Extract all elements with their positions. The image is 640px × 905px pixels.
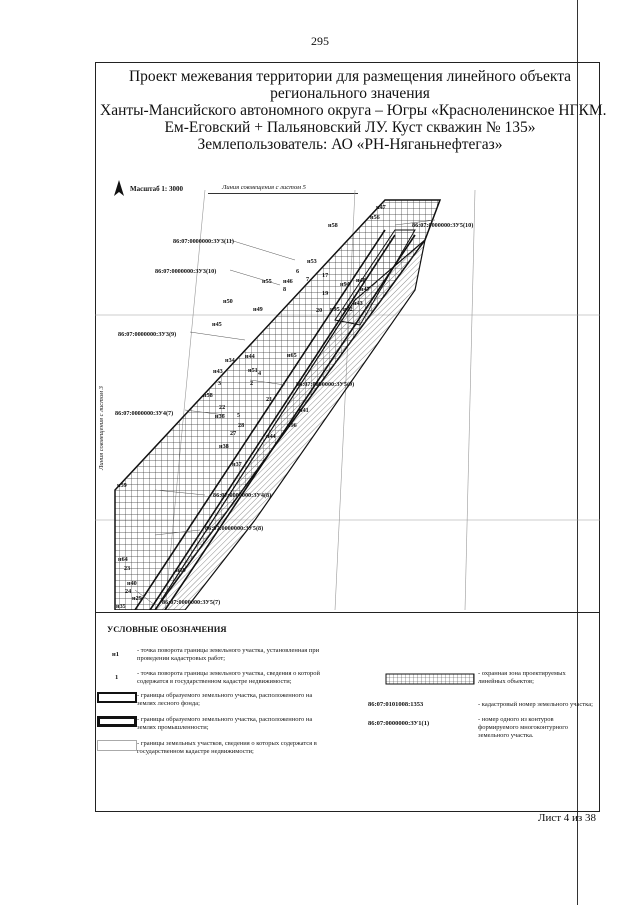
point-label: н39: [176, 567, 186, 574]
parcel-label-zu5-7: 86:07:0000000:ЗУ5(7): [162, 599, 221, 606]
point-label: н37: [232, 461, 242, 468]
title-line-3: Ханты-Мансийского автономного округа – Югры «Красноленинское НГКМ.: [100, 102, 607, 119]
legend-text-forest: - границы образуемого земельного участка, расположенного на землях лесного фонда;: [137, 692, 313, 707]
point-label: 2: [250, 380, 254, 387]
point-label: 6: [296, 268, 300, 275]
point-label: н38: [219, 443, 229, 450]
point-label: н51: [248, 367, 258, 374]
point-label: 17: [322, 272, 329, 279]
title-line-4: Ем-Еговский + Пальяновский ЛУ. Куст скважин № 135»: [164, 119, 536, 136]
legend-symbol-existing-point: 1: [115, 674, 119, 681]
legend-symbol-new-point: н1: [112, 651, 119, 658]
point-label: н58: [328, 222, 338, 229]
point-label: 28: [238, 422, 245, 429]
match-line-left-label: Линия совмещения с листом 3: [98, 386, 105, 470]
point-label: н56: [370, 214, 380, 221]
point-label: н47: [376, 204, 386, 211]
legend-swatch-protection-zone: [385, 673, 475, 685]
point-label: н36: [215, 413, 225, 420]
point-label: н49: [253, 306, 263, 313]
title-line-5: Землепользователь: АО «РН-Няганьнефтегаз»: [197, 136, 503, 153]
point-label: н43: [213, 368, 223, 375]
point-label: н59: [117, 482, 127, 489]
point-label: н34: [225, 357, 235, 364]
point-label: н35: [116, 603, 126, 610]
point-label: 8: [283, 286, 287, 293]
point-label: 3: [218, 380, 222, 387]
point-label: н55: [262, 278, 272, 285]
point-label: 20: [316, 307, 323, 314]
legend-text-cadastral-number: - кадастровый номер земельного участка;: [478, 701, 593, 708]
point-label: н44: [245, 353, 255, 360]
map-scale: Масштаб 1: 3000: [130, 185, 183, 193]
parcel-label-zu3-10: 86:07:0000000:ЗУ3(10): [155, 268, 217, 275]
point-label: н95: [330, 306, 340, 313]
legend-title: УСЛОВНЫЕ ОБОЗНАЧЕНИЯ: [107, 624, 227, 634]
point-label: н45: [212, 321, 222, 328]
point-label: н44: [266, 433, 276, 440]
point-label: н47: [360, 286, 370, 293]
point-label: 7: [306, 276, 310, 283]
legend-text-cadastre: - границы земельных участков, сведения о которых содержатся в государственном кадастре недвижимости;: [137, 740, 317, 755]
point-label: 21: [266, 396, 273, 403]
parcel-label-zu5-9: 86:07:0000000:ЗУ5(9): [296, 381, 355, 388]
point-label: 19: [322, 290, 329, 297]
legend-divider: [95, 612, 600, 613]
page-title: [100, 68, 607, 153]
point-label: 24: [125, 588, 132, 595]
point-label: н58: [203, 392, 213, 399]
point-label: 5: [237, 412, 241, 419]
point-label: 23: [124, 565, 131, 572]
parcel-label-zu5-8: 86:07:0000000:ЗУ5(8): [205, 525, 264, 532]
parcel-label-zu3-9: 86:07:0000000:ЗУ3(9): [118, 331, 177, 338]
legend-text-existing-point: - точка поворота границы земельного участка, сведения о которой содержатся в государственном кадастре недвижимости;: [137, 670, 320, 685]
cadastral-map: [95, 190, 600, 610]
parcel-label-zu4-7: 86:07:0000000:ЗУ4(7): [115, 410, 174, 417]
legend-text-protection-zone: - охранная зона проектируемых линейных объектов;: [478, 670, 566, 685]
point-label: н48: [356, 277, 366, 284]
point-label: 4: [258, 370, 262, 377]
point-label: 22: [219, 404, 226, 411]
point-label: н94: [340, 281, 350, 288]
legend-swatch-industrial: [97, 716, 137, 727]
point-label: н29: [132, 595, 142, 602]
legend-swatch-cadastre: [97, 740, 137, 751]
point-label: н96: [287, 422, 297, 429]
point-label: н40: [127, 580, 137, 587]
point-label: н42: [343, 306, 353, 313]
legend-text-new-point: - точка поворота границы земельного участка, установленная при проведении кадастровых работ;: [137, 647, 320, 662]
parcel-label-zu5-10: 86:07:0000000:ЗУ5(10): [412, 222, 474, 229]
point-label: н46: [283, 278, 293, 285]
legend-text-industrial: - границы образуемого земельного участка, расположенного на землях промышленности;: [137, 716, 313, 731]
legend-symbol-cadastral-number: 86:07:0101008:1353: [368, 701, 424, 708]
point-label: н43: [353, 300, 363, 307]
point-label: 27: [230, 430, 237, 437]
point-label: н65: [287, 352, 297, 359]
legend-swatch-forest: [97, 692, 137, 703]
point-label: н64: [118, 556, 128, 563]
point-label: н53: [307, 258, 317, 265]
match-line-top-label: Линия совмещения с листом 5: [222, 184, 306, 191]
title-line-2: регионального значения: [270, 85, 430, 102]
point-label: н50: [223, 298, 233, 305]
legend-symbol-contour-number: 86:07:0000000:ЗУ1(1): [368, 720, 430, 727]
parcel-label-zu3-11: 86:07:0000000:ЗУ3(11): [173, 238, 234, 245]
sheet-number: Лист 4 из 38: [538, 812, 597, 824]
legend-text-contour-number: - номер одного из контуров формируемого многоконтурного земельного участка.: [478, 716, 569, 739]
page-number: 295: [311, 34, 329, 48]
title-line-1: Проект межевания территории для размещения линейного объекта: [128, 68, 572, 85]
parcel-label-zu4-8: 86:07:0000000:ЗУ4(8): [213, 492, 272, 499]
point-label: н41: [299, 407, 309, 414]
